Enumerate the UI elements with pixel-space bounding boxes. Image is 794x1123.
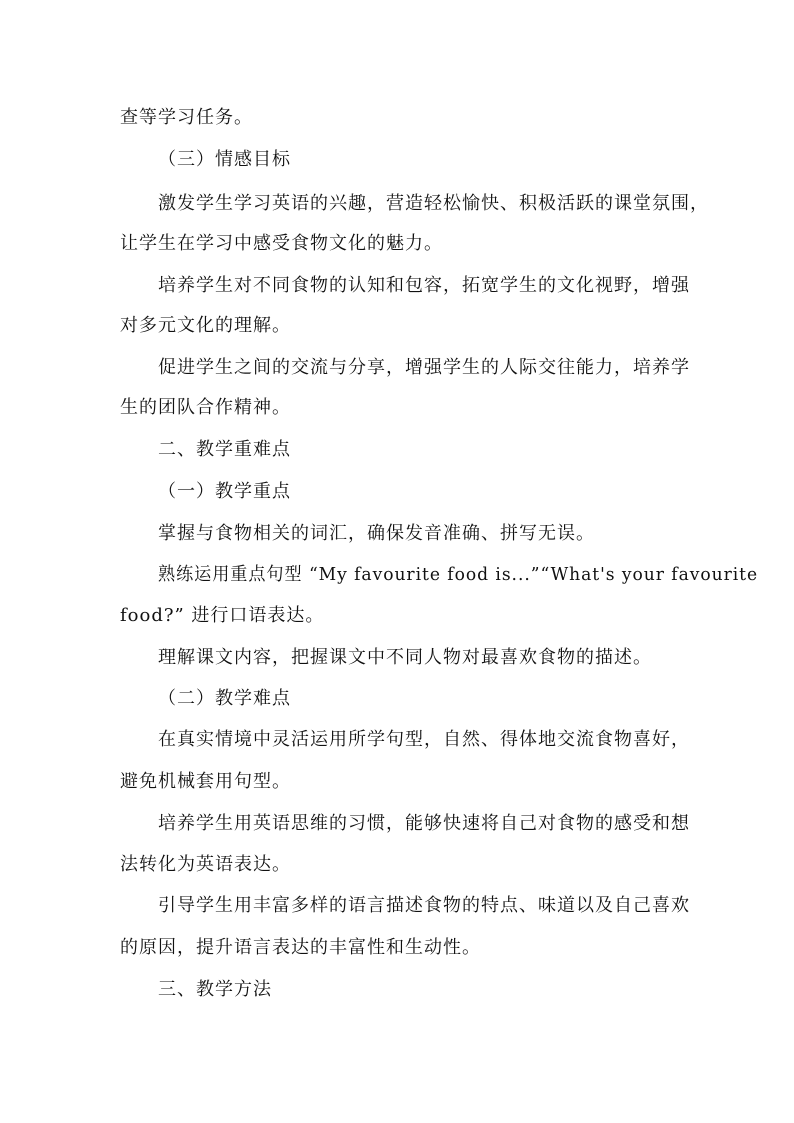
section-heading: （二）教学难点 [158, 688, 291, 709]
text-line: 法转化为英语表达。 [120, 854, 291, 875]
text-line: 促进学生之间的交流与分享，增强学生的人际交往能力，培养学 [158, 357, 690, 378]
text-line: food?” 进行口语表达。 [120, 605, 325, 626]
text-line: 培养学生用英语思维的习惯，能够快速将自己对食物的感受和想 [158, 813, 690, 834]
text-line: 对多元文化的理解。 [120, 315, 291, 336]
text-line: 掌握与食物相关的词汇，确保发音准确、拼写无误。 [158, 523, 595, 544]
text-line: 避免机械套用句型。 [120, 771, 291, 792]
section-heading: （一）教学重点 [158, 481, 291, 502]
section-heading: 三、教学方法 [158, 979, 272, 1000]
text-line: 激发学生学习英语的兴趣，营造轻松愉快、积极活跃的课堂氛围， [158, 193, 709, 214]
text-line: 理解课文内容，把握课文中不同人物对最喜欢食物的描述。 [158, 647, 652, 668]
text-line: 引导学生用丰富多样的语言描述食物的特点、味道以及自己喜欢 [158, 895, 690, 916]
text-line: 查等学习任务。 [120, 107, 253, 128]
text-line: 生的团队合作精神。 [120, 397, 291, 418]
text-line: 在真实情境中灵活运用所学句型，自然、得体地交流食物喜好， [158, 729, 690, 750]
section-heading: （三）情感目标 [158, 149, 291, 170]
text-line: 的原因，提升语言表达的丰富性和生动性。 [120, 937, 481, 958]
text-line: 培养学生对不同食物的认知和包容，拓宽学生的文化视野，增强 [158, 275, 690, 296]
section-heading: 二、教学重难点 [158, 439, 291, 460]
text-line: 熟练运用重点句型 “My favourite food is...”“What's your favourite [158, 564, 759, 585]
text-line: 让学生在学习中感受食物文化的魅力。 [120, 233, 443, 254]
